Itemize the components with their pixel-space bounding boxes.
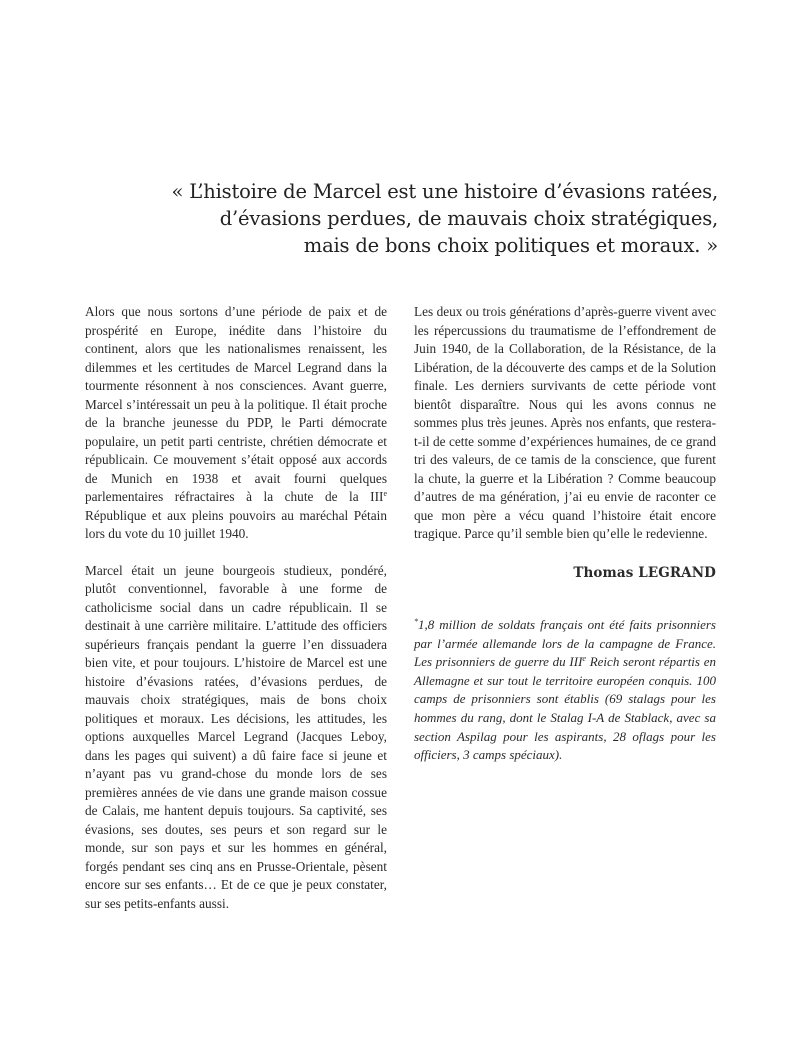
footnote-text: 1,8 million de soldats français ont été faits prisonniers par l’armée allemande lors de la campagne de France. Les prisonniers de guerre du III	[414, 617, 716, 670]
left-column	[85, 303, 387, 931]
paragraph	[85, 303, 387, 544]
superscript: e	[582, 654, 586, 664]
footnote	[414, 616, 716, 765]
paragraph: Les deux ou trois générations d’après-guerre vivent avec les répercussions du traumatisme de l’effondrement de Juin 1940, de la Collaboration, de la Résistance, de la Libération, de la découverte des camps et de la Solution finale. Les derniers survivants de cette période vont bientôt disparaître. Nous qui les avons connus ne sommes plus très jeunes. Après nos enfants, que restera-t-il de cette somme d’expériences humaines, de ce grand tri des valeurs, de ce tamis de la conscience, que furent la chute, la guerre et la Libération ? Comme beaucoup d’autres de ma génération, j’ai eu envie de raconter ce que mon père a vécu quand l’histoire était encore tragique. Parce qu’il semble bien qu’elle le redevienne.	[414, 304, 716, 541]
epigraph-quote	[118, 178, 718, 259]
epigraph-line: « L’histoire de Marcel est une histoire d’évasions ratées,	[171, 180, 718, 203]
footnote-text: Reich seront répartis en Allemagne et sur tout le territoire européen conquis. 100 camps de prisonniers sont établis (69 stalags pour les hommes du rang, dont le Stalag I-A de Stablack, avec sa section Aspilag pour les aspirants, 28 oflags pour les officiers, 3 camps spéciaux).	[414, 654, 716, 763]
epigraph-line: d’évasions perdues, de mauvais choix stratégiques,	[219, 207, 718, 230]
footnote-mark: *	[414, 617, 418, 626]
superscript: e	[383, 489, 387, 498]
right-column	[414, 303, 716, 765]
epigraph-line: mais de bons choix politiques et moraux. »	[303, 234, 718, 257]
author-signature: Thomas LEGRAND	[573, 564, 716, 581]
paragraph-text: Alors que nous sortons d’une période de paix et de prospérité en Europe, inédite dans l’histoire du continent, alors que les nationalismes renaissent, les dilemmes et les certitudes de Marcel Legrand dans la tourmente résonnent à nos consciences. Avant guerre, Marcel s’intéressait un peu à la politique. Il était proche de la branche jeunesse du PDP, le Parti démocrate populaire, un petit parti centriste, chrétien démocrate et républicain. Ce mouvement s’était opposé aux accords de Munich en 1938 et avait fourni quelques parlementaires réfractaires à la chute de la III	[85, 304, 387, 504]
paragraph: Marcel était un jeune bourgeois studieux, pondéré, plutôt conventionnel, favorable à une forme de catholicisme social dans un cadre républicain. Il se destinait à une carrière militaire. L’attitude des officiers supérieurs français pendant la guerre l’en dissuadera bien vite, et pour toujours. L’histoire de Marcel est une histoire d’évasions ratées, d’évasions perdues, de mauvais choix stratégiques, mais de bons choix politiques et moraux. Les décisions, les attitudes, les options auxquelles Marcel Legrand (Jacques Leboy, dans les pages qui suivent) a dû faire face si jeune et n’ayant pas vu grand-chose du monde lors de ses premières années de vie dans une grande maison cossue de Calais, me hantent depuis toujours. Sa captivité, ses évasions, ses doutes, ses peurs et son regard sur le monde, sur son pays et sur les hommes en général, forgés pendant ses cinq ans en Prusse-Orientale, pèsent encore sur ses enfants… Et de ce que je peux constater, sur ses petits-enfants aussi.	[85, 562, 387, 911]
paragraph-text: République et aux pleins pouvoirs au maréchal Pétain lors du vote du 10 juillet 1940.	[85, 507, 387, 541]
